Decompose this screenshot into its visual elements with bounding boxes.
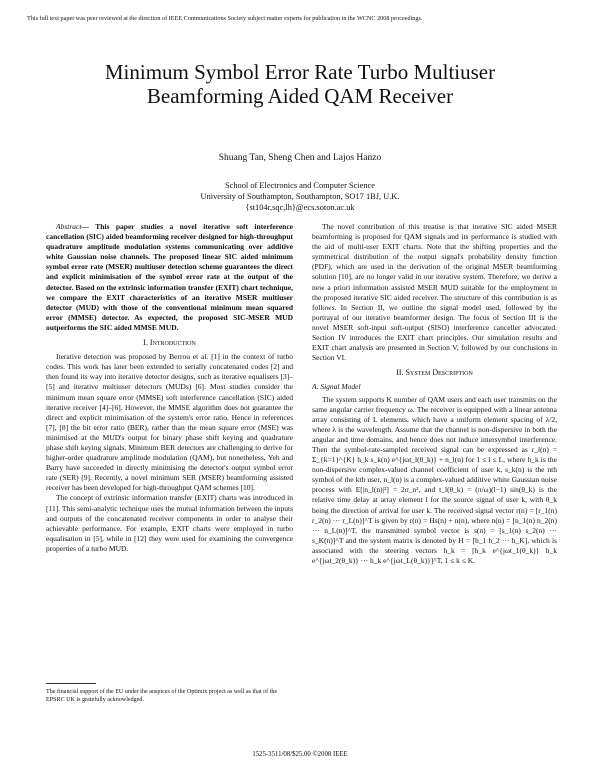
footnote: The financial support of the EU under the auspices of the Optimix project as well as that of the EPSRC UK is gratefully acknowledged. <box>46 689 278 703</box>
right-column <box>312 222 557 566</box>
section-2-heading: II. System Description <box>396 368 473 378</box>
footnote-rule <box>46 683 96 684</box>
intro-paragraph-1: Iterative detection was proposed by Berrou et al. [1] in the context of turbo codes. This work has later been extended to serially concatenated codes [2] and then found its way into iterative detector designs, such as iterative equalisers [3]–[5] and iterative multiuser detectors (MUDs) [6]. Most studies consider the minimum mean square error (MMSE) soft interference cancellation (SIC) aided iterative receiver [4]–[6]. However, the MMSE algorithm does not guarantee the direct and explicit minimisation of the system's error ratio. Hence in references [7], [8] the bit error ratio (BER), rather than the mean square error (MSE) was minimised at the MUD's output for binary phase shift keying and quadrature phase shift keying signals. Minimum BER detectors are challenging to derive for higher-order quadrature amplitude modulation (QAM), but nonetheless, Yeh and Barry have succeeded in directly minimising the detector's output symbol error rate (SER) [9]. Recently, a novel minimum SER (MSER) beamforming assisted receiver has been developed for high-throughput QAM schemes [10]. <box>46 352 293 493</box>
affiliation <box>0 180 600 213</box>
section-1-heading: I. Introduction <box>143 338 196 348</box>
signal-model-paragraph: The system supports K number of QAM users and each user transmits on the same angular carrier frequency ω. The receiver is equipped with a linear antenna array consisting of L elements, which have a uniform element spacing of λ/2, where λ is the wavelength. Assume that the channel is non-dispersive in both the angular and time domains, and hence does not induce intersymbol interference. Then the symbol-rate-sampled received signal can be expressed as r_l(n) = Σ_{k=1}^{K} h_k s_k(n) e^{jωt_l(θ_k)} + n_l(n) for 1 ≤ l ≤ L, where h_k is the non-dispersive complex-valued channel coefficient of user k, s_k(n) is the nth symbol of the kth user, n_l(n) is a complex-valued additive white Gaussian noise process with E[|n_l(n)|²] = 2σ_n², and t_l(θ_k) = (π/ω)(l−1) sin(θ_k) is the relative time delay at array element l for the source signal of user k, with θ_k being the direction of arrival for user k. The received signal vector r(n) = [r_1(n) r_2(n) ··· r_L(n)]^T is given by r(n) = Hs(n) + n(n), where n(n) = [n_1(n) n_2(n) ··· n_L(n)]^T, the transmitted symbol vector is s(n) = [s_1(n) s_2(n) ··· s_K(n)]^T and the system matrix is denoted by H = [h_1 h_2 ··· h_K], which is associated with the steering vectors h_k = [h_k e^{jωt_1(θ_k)} h_k e^{jωt_2(θ_k)} ··· h_k e^{jωt_L(θ_k)}]^T, 1 ≤ k ≤ K. <box>312 394 557 565</box>
affiliation-emails: {st104r,sqc,lh}@ecs.soton.ac.uk <box>245 203 355 212</box>
abstract-text: — This paper studies a novel iterative soft interference cancellation (SIC) aided beamforming receiver designed for high-throughput quadrature amplitude modulation systems communicating over additive white Gaussian noise channels. The proposed linear SIC aided minimum symbol error rate (MSER) multiuser detection scheme guarantees the direct and explicit minimisation of the symbol error rate at the output of the detector. Based on the extrinsic information transfer (EXIT) chart technique, we compare the EXIT characteristics of an iterative MSER multiuser detector (MUD) with those of the conventional minimum mean squared error (MMSE) detector. As expected, the proposed SIC-MSER MUD outperforms the SIC aided MMSE MUD. <box>46 222 293 332</box>
left-column <box>46 222 293 554</box>
intro-paragraph-2: The concept of extrinsic information transfer (EXIT) charts was introduced in [11]. This semi-analytic technique uses the mutual information between the inputs and outputs of the concatenated receiver components in order to analyse their achievable performance. For example, EXIT charts were employed in turbo equalisation in [5], while in [12] they were used for examining the convergence properties of a turbo MUD. <box>46 493 293 553</box>
copyright-line: 1525-3511/08/$25.00 ©2008 IEEE <box>252 751 348 758</box>
header-note: This full text paper was peer reviewed at the direction of IEEE Communications Society subject matter experts for publication in the WCNC 2008 proceedings. <box>27 15 423 22</box>
author-list: Shuang Tan, Sheng Chen and Lajos Hanzo <box>218 153 382 163</box>
contribution-paragraph: The novel contribution of this treatise is that iterative SIC aided MSER beamforming is proposed for QAM signals and its performance is studied with the aid of multi-user EXIT charts. Note that the shifting properties and the symmetrical distribution of the output signal's probability density function (PDF), which are used in the derivation of the original MSER beamforming solution [10], are no longer valid in our iterative system. Therefore, we derive a new a priori information assisted MSER MUD suitable for the employment in the proposed iterative SIC aided receiver. The structure of this contribution is as follows. In Section II, we outline the signal model used, followed by the portrayal of our iterative beamformer design. The focus of Section III is the novel MSER soft-input soft-output (SISO) interference canceller advocated. Section IV introduces the EXIT chart principles. Our simulation results and EXIT chart analysis are presented in Section V, followed by our conclusions in Section VI. <box>312 222 557 363</box>
title-line-2: Beamforming Aided QAM Receiver <box>146 84 454 108</box>
subsection-heading: A. Signal Model <box>312 382 361 392</box>
title-line-1: Minimum Symbol Error Rate Turbo Multiuser <box>104 60 496 84</box>
affiliation-line-1: School of Electronics and Computer Science <box>224 181 375 190</box>
abstract <box>46 222 293 333</box>
affiliation-line-2: University of Southampton, Southampton, SO17 1BJ, U.K. <box>200 192 400 201</box>
abstract-label: Abstract <box>56 222 82 231</box>
paper-title <box>40 60 560 108</box>
